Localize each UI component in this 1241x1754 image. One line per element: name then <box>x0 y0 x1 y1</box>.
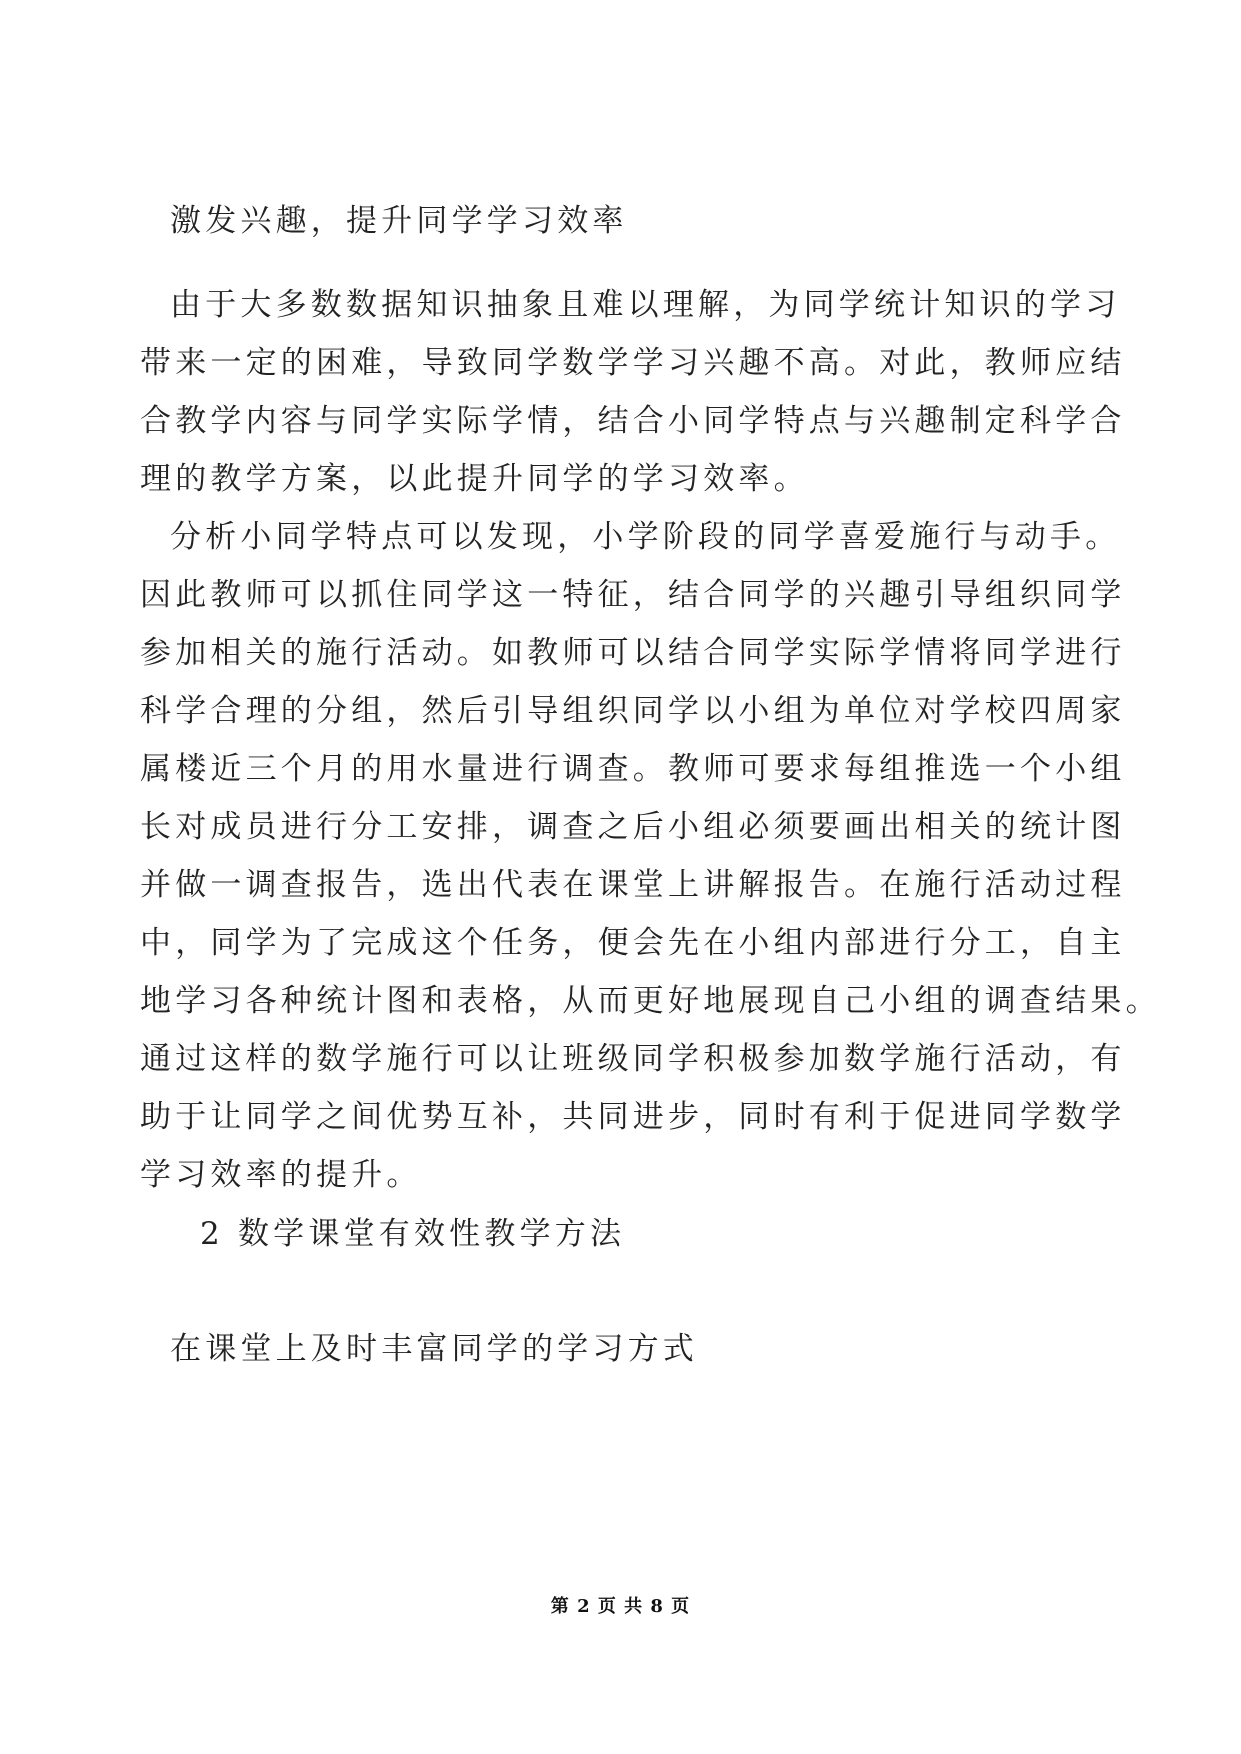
paragraph-line: 因此教师可以抓住同学这一特征，结合同学的兴趣引导组织同学 <box>140 577 1126 613</box>
paragraph-line: 合教学内容与同学实际学情，结合小同学特点与兴趣制定科学合 <box>140 403 1126 439</box>
paragraph-line: 参加相关的施行活动。如教师可以结合同学实际学情将同学进行 <box>140 635 1126 671</box>
page-number: 第 2 页 共 8 页 <box>550 1596 691 1617</box>
paragraph-line: 地学习各种统计图和表格，从而更好地展现自己小组的调查结果。 <box>140 983 1161 1019</box>
section-heading: 在课堂上及时丰富同学的学习方式 <box>170 1331 698 1367</box>
paragraph-line: 带来一定的困难，导致同学数学学习兴趣不高。对此，教师应结 <box>140 345 1126 381</box>
paragraph-line: 并做一调查报告，选出代表在课堂上讲解报告。在施行活动过程 <box>140 867 1126 903</box>
paragraph-line: 通过这样的数学施行可以让班级同学积极参加数学施行活动，有 <box>140 1041 1126 1077</box>
section-heading: 激发兴趣，提升同学学习效率 <box>170 203 628 239</box>
paragraph-line: 学习效率的提升。 <box>140 1157 422 1193</box>
paragraph-line: 由于大多数数据知识抽象且难以理解，为同学统计知识的学习 <box>170 287 1121 323</box>
paragraph-line: 分析小同学特点可以发现，小学阶段的同学喜爱施行与动手。 <box>170 519 1121 555</box>
paragraph-line: 助于让同学之间优势互补，共同进步，同时有利于促进同学数学 <box>140 1099 1126 1135</box>
section-heading: 2 数学课堂有效性教学方法 <box>200 1216 626 1252</box>
paragraph-line: 科学合理的分组，然后引导组织同学以小组为单位对学校四周家 <box>140 693 1126 729</box>
paragraph-line: 属楼近三个月的用水量进行调查。教师可要求每组推选一个小组 <box>140 751 1126 787</box>
paragraph-line: 理的教学方案，以此提升同学的学习效率。 <box>140 461 809 497</box>
paragraph-line: 中，同学为了完成这个任务，便会先在小组内部进行分工，自主 <box>140 925 1126 961</box>
paragraph-line: 长对成员进行分工安排，调查之后小组必须要画出相关的统计图 <box>140 809 1126 845</box>
